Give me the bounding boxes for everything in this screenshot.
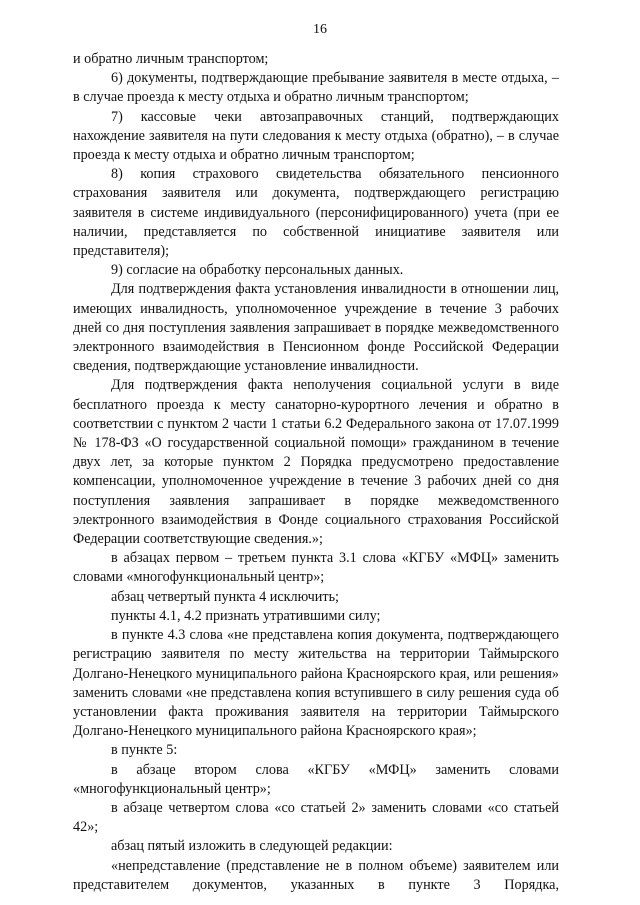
paragraph: «непредставление (представление не в полном объеме) заявителем или представителем документов, указанных в пункте 3 Порядка, xyxy=(73,857,559,893)
paragraph: в пункте 5: xyxy=(111,742,178,759)
paragraph: 8) копия страхового свидетельства обязательного пенсионного страхования заявителя или документа, подтверждающего регистрацию заявителя в системе индивидуального (персонифицированного) учета (при ее наличии, представляется по собственной инициативе заявителя или представителя); xyxy=(73,166,559,260)
paragraph: в пункте 4.3 слова «не представлена копия документа, подтверждающего регистрацию заявителя по месту жительства на территории Таймырского Долгано-Ненецкого муниципального района Красноярского края, или решения» заменить словами «не представлена копия вступившего в силу решения суда об установлении факта проживания заявителя на территории Таймырского Долгано-Ненецкого муниципального района Красноярского края»; xyxy=(73,627,559,740)
paragraph: Для подтверждения факта неполучения социальной услуги в виде бесплатного проезда к месту санаторно-курортного лечения и обратно в соответствии с пунктом 2 части 1 статьи 6.2 Федерального закона от 17.07.1999 № 178-ФЗ «О государственной социальной помощи» гражданином в течение двух лет, за которые пунктом 2 Порядка предусмотрено предоставление компенсации, уполномоченное учреждение в течение 3 рабочих дней со дня поступления заявления запрашивает в порядке межведомственного электронного взаимодействия в Фонде социального страхования Российской Федерации соответствующие сведения.»; xyxy=(73,377,559,548)
paragraph: 7) кассовые чеки автозаправочных станций, подтверждающих нахождение заявителя на пути следования к месту отдыха (обратно), – в случае проезда к месту отдыха и обратно личным транспортом; xyxy=(73,108,559,164)
paragraph: пункты 4.1, 4.2 признать утратившими силу; xyxy=(111,607,381,624)
document-body xyxy=(73,50,559,895)
paragraph: абзац четвертый пункта 4 исключить; xyxy=(111,588,339,605)
page-number: 16 xyxy=(313,22,327,37)
paragraph: Для подтверждения факта установления инвалидности в отношении лиц, имеющих инвалидность, уполномоченное учреждение в течение 3 рабочих дней со дня поступления заявления запрашивает в порядке межведомственного электронного взаимодействия в Пенсионном фонде Российской Федерации сведения, подтверждающие установление инвалидности. xyxy=(73,281,559,375)
paragraph: в абзаце втором слова «КГБУ «МФЦ» заменить словами «многофункциональный центр»; xyxy=(73,761,559,797)
paragraph: в абзацах первом – третьем пункта 3.1 слова «КГБУ «МФЦ» заменить словами «многофункциональный центр»; xyxy=(73,550,559,586)
paragraph: 6) документы, подтверждающие пребывание заявителя в месте отдыха, – в случае проезда к месту отдыха и обратно личным транспортом; xyxy=(73,70,559,106)
paragraph: 9) согласие на обработку персональных данных. xyxy=(111,262,404,279)
paragraph: абзац пятый изложить в следующей редакции: xyxy=(111,838,393,855)
paragraph: в абзаце четвертом слова «со статьей 2» заменить словами «со статьей 42»; xyxy=(73,799,559,836)
paragraph: и обратно личным транспортом; xyxy=(73,51,269,67)
